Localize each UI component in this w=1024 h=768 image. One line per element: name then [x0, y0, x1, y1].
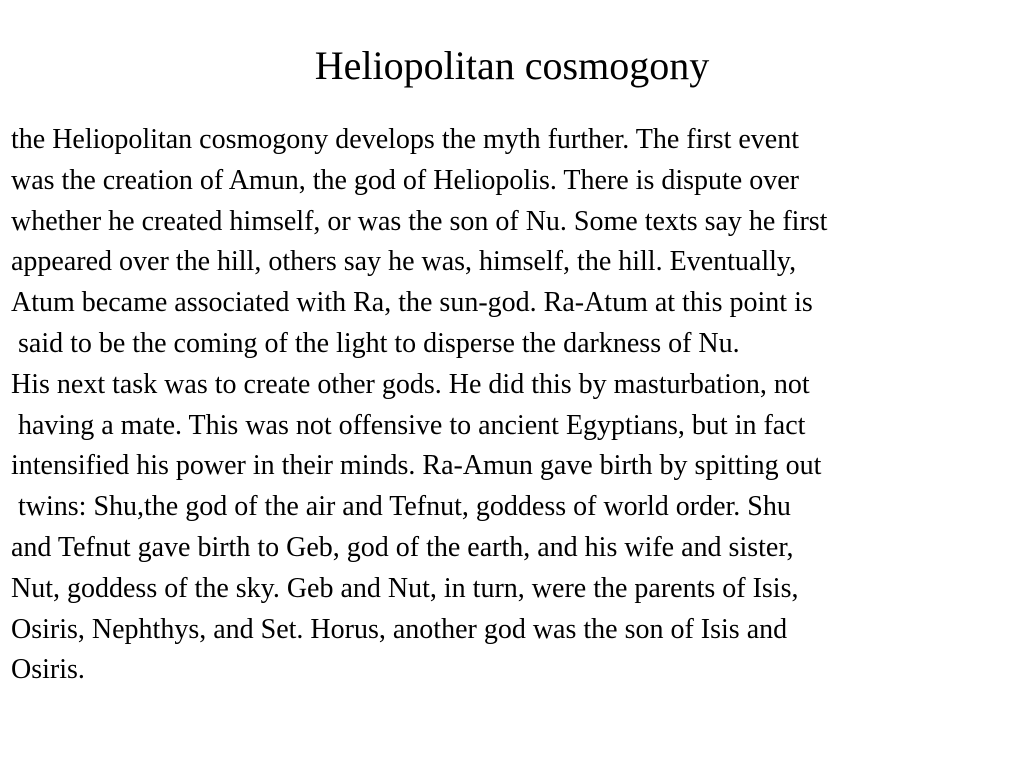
body-line: Osiris. [11, 654, 85, 686]
body-line: said to be the coming of the light to disperse the darkness of Nu. [11, 327, 740, 359]
body-line: His next task was to create other gods. He did this by masturbation, not [11, 368, 810, 400]
body-line: was the creation of Amun, the god of Heliopolis. There is dispute over [11, 164, 799, 196]
body-line: whether he created himself, or was the son of Nu. Some texts say he first [11, 205, 828, 237]
body-line: twins: Shu,the god of the air and Tefnut, goddess of world order. Shu [11, 491, 791, 523]
body-line: having a mate. This was not offensive to ancient Egyptians, but in fact [11, 409, 806, 441]
body-line: Nut, goddess of the sky. Geb and Nut, in turn, were the parents of Isis, [11, 572, 799, 604]
body-line: the Heliopolitan cosmogony develops the myth further. The first event [11, 124, 799, 155]
slide-body [11, 120, 1016, 691]
slide-title: Heliopolitan cosmogony [314, 43, 710, 88]
body-line: appeared over the hill, others say he was, himself, the hill. Eventually, [11, 246, 797, 278]
body-line: intensified his power in their minds. Ra-Amun gave birth by spitting out [11, 450, 822, 482]
body-line: Osiris, Nephthys, and Set. Horus, another god was the son of Isis and [11, 613, 788, 645]
body-line: and Tefnut gave birth to Geb, god of the earth, and his wife and sister, [11, 531, 794, 563]
body-line: Atum became associated with Ra, the sun-god. Ra-Atum at this point is [11, 287, 813, 319]
